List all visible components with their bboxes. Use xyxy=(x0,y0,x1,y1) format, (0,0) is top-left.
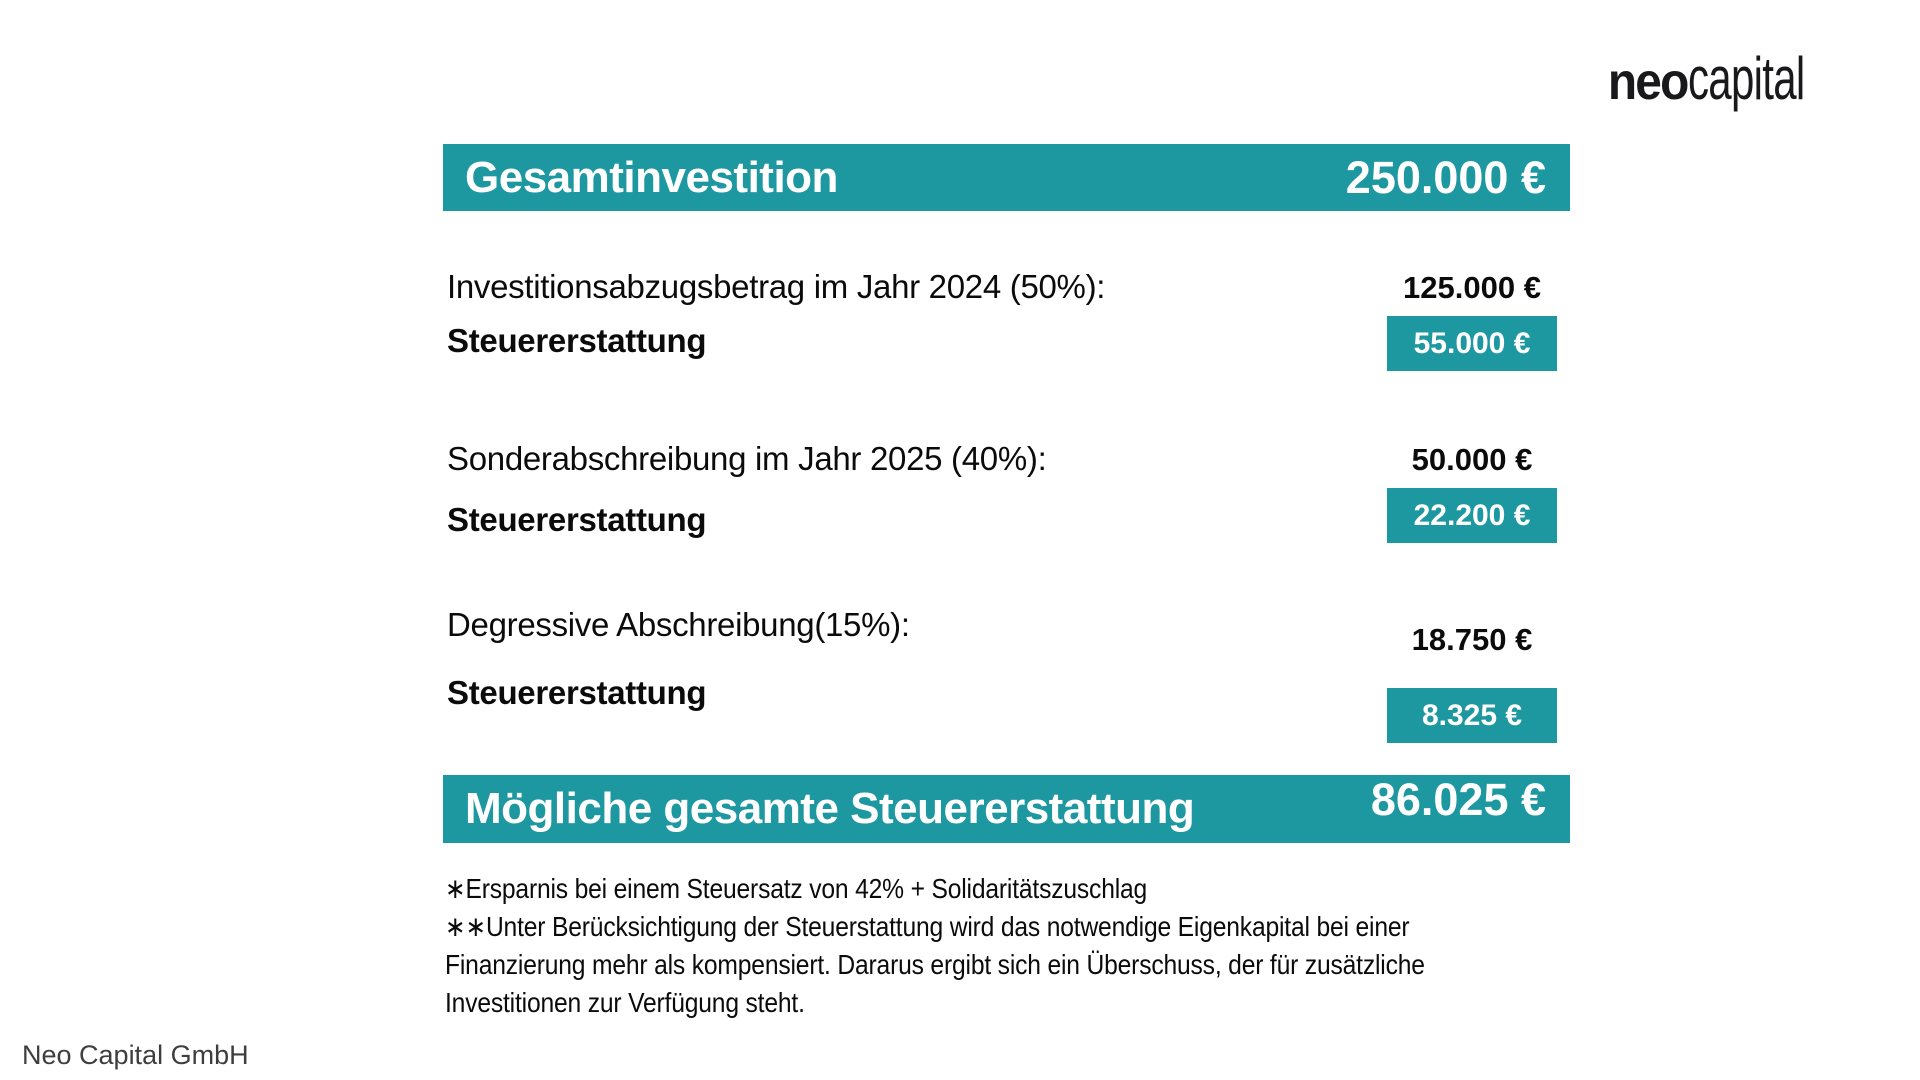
row-label: Sonderabschreibung im Jahr 2025 (40%): xyxy=(447,440,1047,477)
investment-row-3 xyxy=(443,606,1570,746)
total-investment-value: 250.000 € xyxy=(1345,151,1546,203)
logo-neo-text: neo xyxy=(1608,53,1688,111)
footnote-line-3: Finanzierung mehr als kompensiert. Dararus ergibt sich ein Überschuss, der für zusätzliche xyxy=(445,949,1425,980)
footnote-line-4: Investitionen zur Verfügung steht. xyxy=(445,987,805,1018)
refund-label: Steuererstattung xyxy=(447,501,707,538)
total-refund-bar xyxy=(443,775,1570,843)
refund-label: Steuererstattung xyxy=(447,674,707,711)
refund-badge xyxy=(1387,488,1557,543)
refund-badge xyxy=(1387,688,1557,743)
refund-badge xyxy=(1387,316,1557,371)
row-amount: 125.000 € xyxy=(1403,270,1541,305)
brand-logo xyxy=(1601,44,1854,113)
investment-row-2 xyxy=(443,440,1570,580)
row-amount: 50.000 € xyxy=(1411,442,1533,477)
refund-label: Steuererstattung xyxy=(447,322,707,359)
total-refund-value: 86.025 € xyxy=(1370,774,1546,825)
row-label: Investitionsabzugsbetrag im Jahr 2024 (50%): xyxy=(447,268,1106,305)
total-investment-label: Gesamtinvestition xyxy=(465,152,838,202)
row-amount: 18.750 € xyxy=(1411,622,1533,657)
refund-value: 22.200 € xyxy=(1413,498,1531,532)
refund-value: 55.000 € xyxy=(1413,326,1531,360)
footnote-line-2: ∗∗Unter Berücksichtigung der Steuerstattung wird das notwendige Eigenkapital bei einer xyxy=(445,911,1410,942)
footnote-line-1: ∗Ersparnis bei einem Steuersatz von 42% + Solidaritätszuschlag xyxy=(445,873,1148,904)
total-investment-bar xyxy=(443,144,1570,211)
refund-value: 8.325 € xyxy=(1421,698,1523,732)
company-footer: Neo Capital GmbH xyxy=(22,1040,249,1070)
investment-row-1 xyxy=(443,268,1570,408)
logo-capital-text: capital xyxy=(1687,45,1805,112)
footnotes xyxy=(445,870,1425,1022)
row-label: Degressive Abschreibung(15%): xyxy=(447,606,910,643)
total-refund-label: Mögliche gesamte Steuererstattung xyxy=(465,784,1195,833)
